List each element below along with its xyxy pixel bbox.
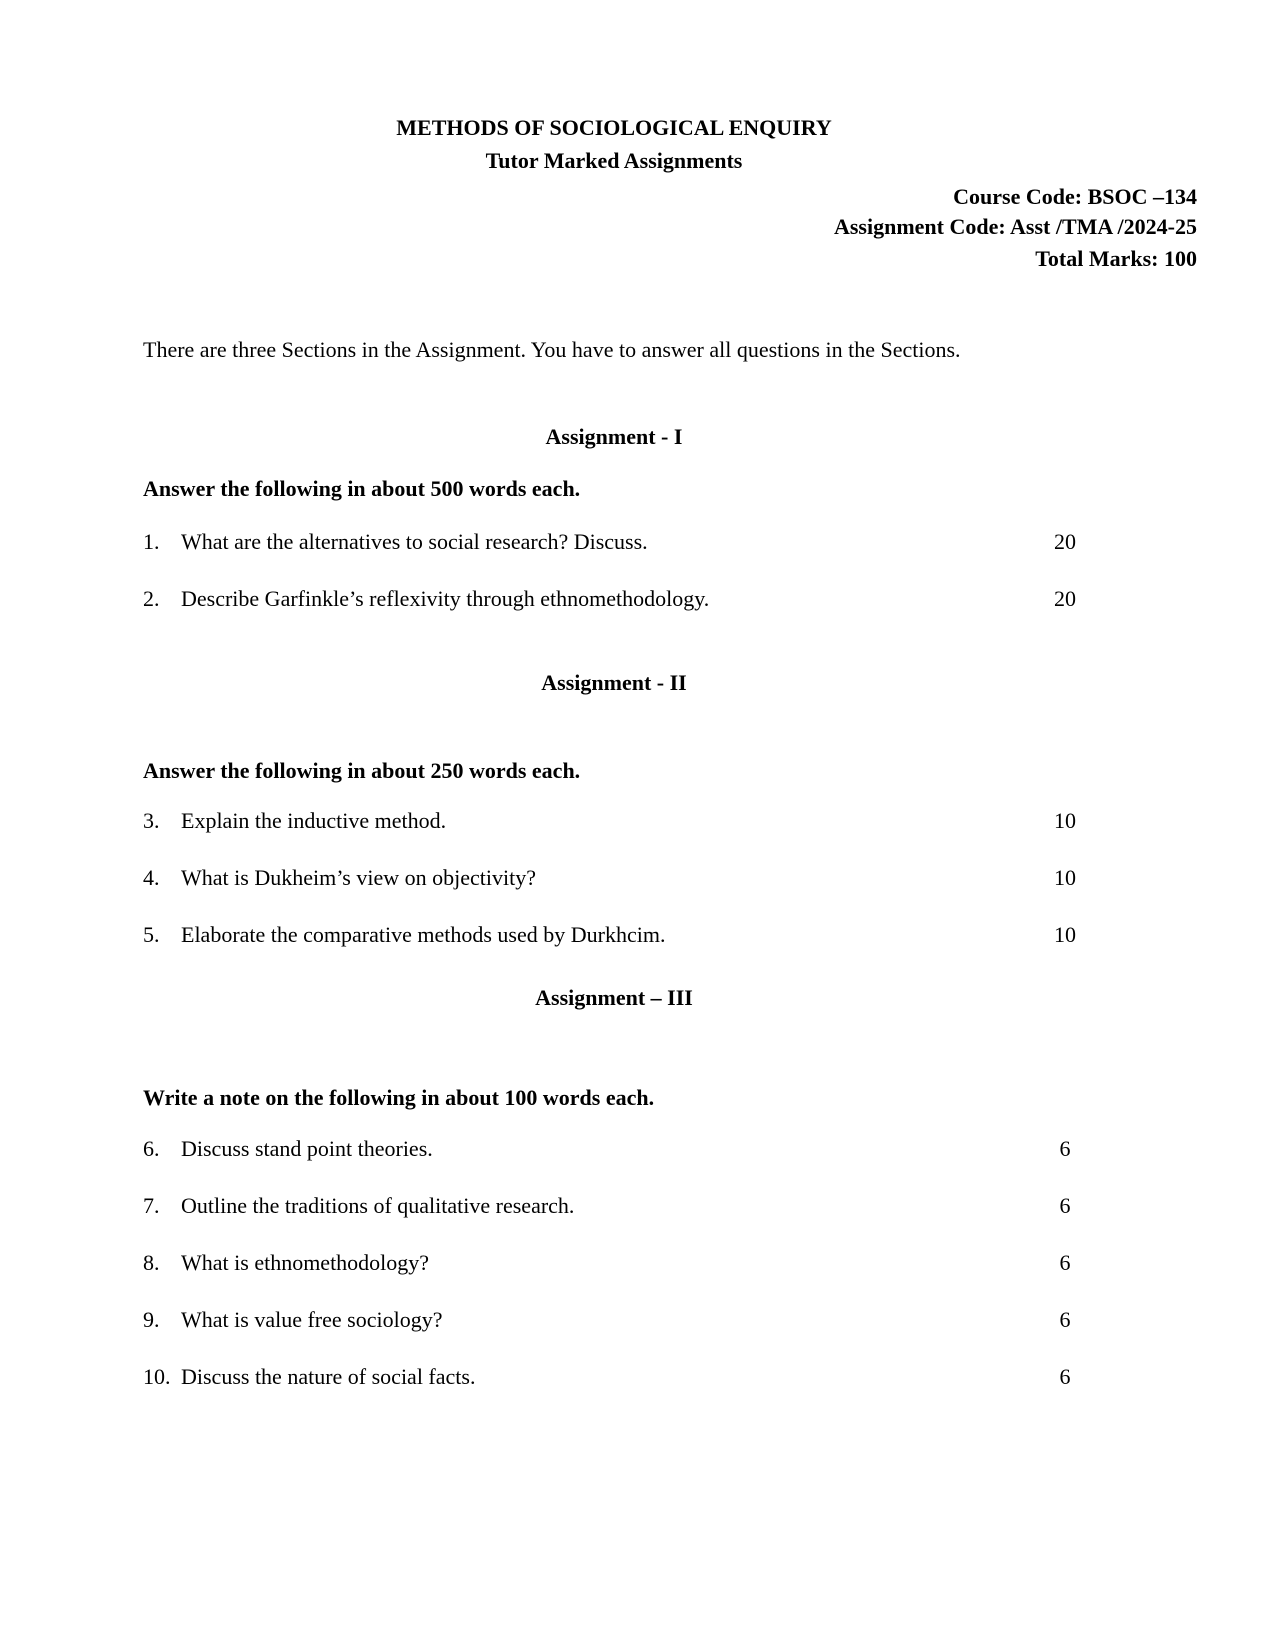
document-title: METHODS OF SOCIOLOGICAL ENQUIRY xyxy=(396,115,832,140)
question-text: Explain the inductive method. xyxy=(181,808,447,833)
question-row xyxy=(143,1362,1197,1391)
question-row xyxy=(143,1248,1197,1277)
question-marks: 6 xyxy=(1059,1136,1071,1161)
question-row xyxy=(143,527,1197,556)
question-row xyxy=(143,920,1197,949)
question-marks: 6 xyxy=(1059,1250,1071,1275)
question-marks: 20 xyxy=(1054,586,1076,611)
question-marks: 20 xyxy=(1054,529,1076,554)
section-heading: Assignment - II xyxy=(541,670,687,695)
question-text: Elaborate the comparative methods used by Durkhcim. xyxy=(181,922,666,947)
assignment-code: Assignment Code: Asst /TMA /2024-25 xyxy=(833,214,1197,239)
question-row xyxy=(143,1134,1197,1163)
question-text: What is value free sociology? xyxy=(181,1307,443,1332)
question-row xyxy=(143,1191,1197,1220)
question-list xyxy=(143,1134,1197,1391)
section-heading: Assignment - I xyxy=(545,424,683,449)
question-row xyxy=(143,584,1197,613)
question-marks: 10 xyxy=(1054,922,1076,947)
section-instruction: Answer the following in about 250 words each. xyxy=(143,758,581,783)
question-row xyxy=(143,806,1197,835)
question-marks: 10 xyxy=(1054,808,1076,833)
question-text: What is Dukheim’s view on objectivity? xyxy=(181,865,536,890)
question-number: 2. xyxy=(143,586,160,611)
question-text: What is ethnomethodology? xyxy=(181,1250,430,1275)
course-code: Course Code: BSOC –134 xyxy=(953,184,1197,209)
question-number: 1. xyxy=(143,529,160,554)
total-marks: Total Marks: 100 xyxy=(1035,246,1197,271)
question-number: 10. xyxy=(143,1364,171,1389)
question-text: What are the alternatives to social research? Discuss. xyxy=(181,529,648,554)
question-number: 3. xyxy=(143,808,160,833)
question-list xyxy=(143,806,1197,949)
question-row xyxy=(143,863,1197,892)
section-instruction: Write a note on the following in about 100 words each. xyxy=(143,1085,655,1110)
question-number: 7. xyxy=(143,1193,160,1218)
assignment-section xyxy=(143,422,1197,613)
sections-container xyxy=(143,422,1197,1391)
question-text: Discuss stand point theories. xyxy=(181,1136,433,1161)
question-text: Describe Garfinkle’s reflexivity through ethnomethodology. xyxy=(181,586,710,611)
intro-text: There are three Sections in the Assignment. You have to answer all questions in the Sections. xyxy=(143,337,961,362)
question-marks: 10 xyxy=(1054,865,1076,890)
question-marks: 6 xyxy=(1059,1364,1071,1389)
question-list xyxy=(143,527,1197,613)
question-text: Outline the traditions of qualitative research. xyxy=(181,1193,575,1218)
section-heading: Assignment – III xyxy=(535,985,693,1010)
assignment-section xyxy=(143,668,1197,949)
question-number: 6. xyxy=(143,1136,160,1161)
question-marks: 6 xyxy=(1059,1193,1071,1218)
assignment-section xyxy=(143,983,1197,1391)
question-number: 4. xyxy=(143,865,160,890)
question-row xyxy=(143,1305,1197,1334)
question-marks: 6 xyxy=(1059,1307,1071,1332)
question-number: 9. xyxy=(143,1307,160,1332)
question-text: Discuss the nature of social facts. xyxy=(181,1364,476,1389)
question-number: 8. xyxy=(143,1250,160,1275)
section-instruction: Answer the following in about 500 words each. xyxy=(143,476,581,501)
question-number: 5. xyxy=(143,922,160,947)
document-subtitle: Tutor Marked Assignments xyxy=(485,148,743,173)
